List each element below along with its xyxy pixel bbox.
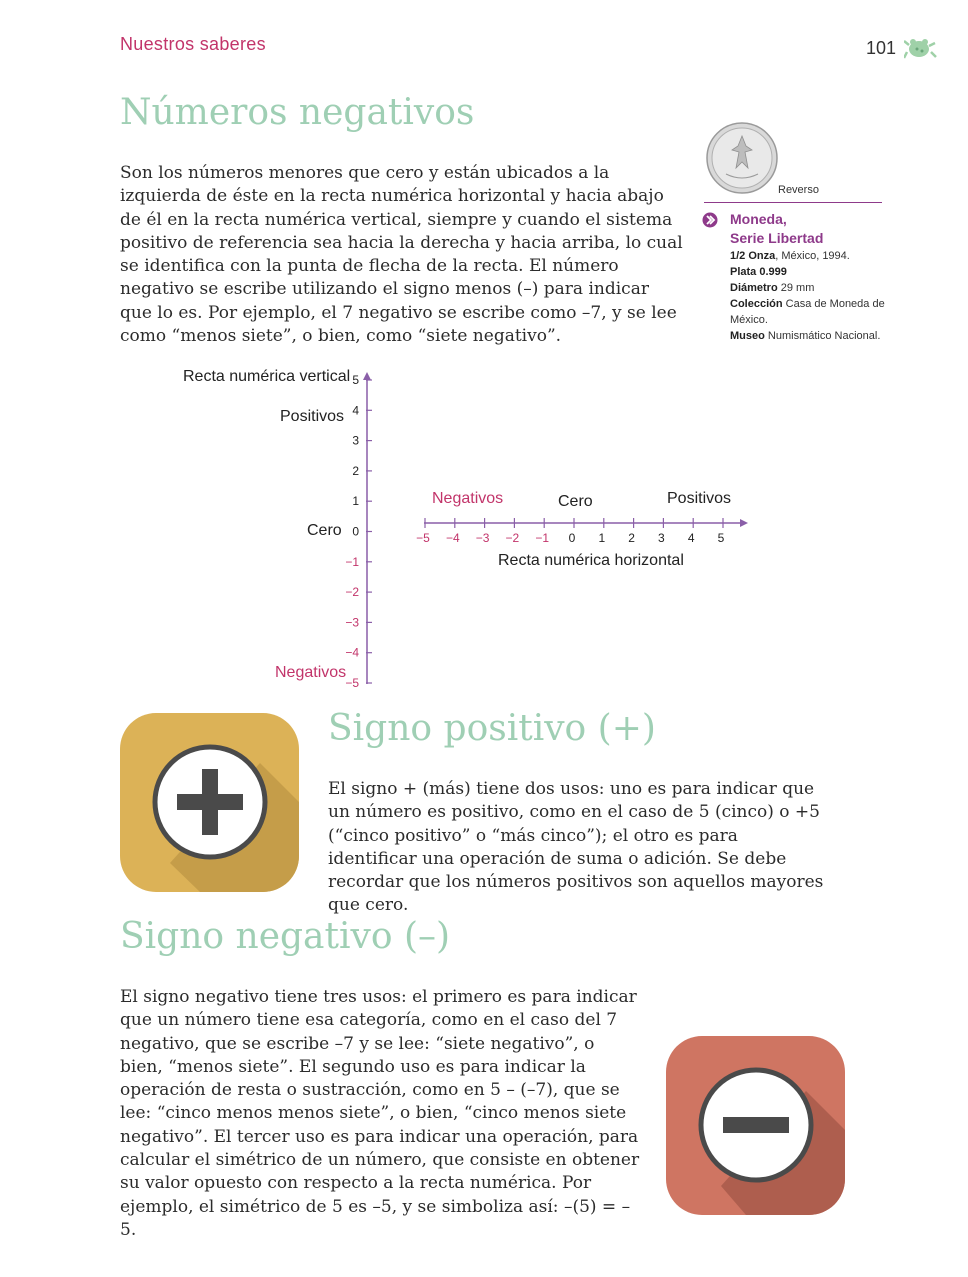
horizontal-zero-label: Cero <box>558 493 593 510</box>
horizontal-tick-label: −4 <box>445 531 460 545</box>
vertical-negative-label: Negativos <box>275 664 347 681</box>
vertical-zero-label: Cero <box>307 522 342 539</box>
section-header: Nuestros saberes <box>120 34 266 54</box>
positive-sign-title: Signo positivo (+) <box>328 708 656 749</box>
vertical-tick-label: 4 <box>352 403 359 418</box>
vertical-tick-label: −1 <box>345 554 359 569</box>
sidebar-collection: Colección Casa de Moneda de México. <box>730 298 885 326</box>
page-number: 101 <box>866 38 897 58</box>
negative-sign-paragraph: El signo negativo tiene tres usos: el primero es para indicar que un número tiene esa categoría, como en el caso del 7 negativo, que se escribe –7 y se lee: “siete negativo”, o bien, “menos siete”. El segundo uso es para indicar la operación de resta o sustracción, como en 5 – (–7), que se lee: “cinco menos menos siete”, o bien, “cinco menos siete negativo”. El tercer uso es para indicar una operación, para calcular el simétrico de un número, que consiste en obtener su valor opuesto con respecto a la recta numérica. Por ejemplo, el simétrico de 5 es –5, y se simboliza así: –(5) = –5. <box>120 987 640 1240</box>
horizontal-tick-label: 3 <box>658 531 665 545</box>
sidebar-title-line2: Serie Libertad <box>730 230 824 246</box>
horizontal-negative-label: Negativos <box>432 490 504 507</box>
vertical-tick-label: −4 <box>345 645 359 660</box>
vertical-tick-label: −3 <box>345 615 359 630</box>
vertical-positive-label: Positivos <box>280 408 345 425</box>
negative-sign-title: Signo negativo (–) <box>120 916 451 957</box>
vertical-tick-label: 1 <box>352 494 359 509</box>
sidebar-diameter: Diámetro 29 mm <box>730 282 815 294</box>
vertical-axis-arrow <box>363 372 371 380</box>
vertical-tick-label: −5 <box>345 676 359 690</box>
horizontal-axis-arrow <box>740 519 748 527</box>
plus-icon-tile <box>120 713 299 892</box>
horizontal-line-title: Recta numérica horizontal <box>498 552 684 569</box>
sidebar-metal: Plata 0.999 <box>730 266 787 278</box>
horizontal-tick-label: −5 <box>416 531 430 545</box>
sidebar-weight: 1/2 Onza, México, 1994. <box>730 250 850 262</box>
horizontal-tick-label: 4 <box>687 531 695 545</box>
horizontal-tick-label: −2 <box>505 531 520 545</box>
horizontal-tick-label: −1 <box>535 531 550 545</box>
sidebar-museum: Museo Numismático Nacional. <box>730 330 881 342</box>
horizontal-tick-label: 2 <box>628 531 635 545</box>
positive-sign-paragraph: El signo + (más) tiene dos usos: uno es para indicar que un número es positivo, como en el caso de 5 (cinco) o +5 (“cinco positivo” o “más cinco”); el otro es para identificar una operación de suma o adición. Se debe recordar que los números positivos son aquellos mayores que cero. <box>328 779 824 916</box>
page-title: Números negativos <box>120 92 475 133</box>
vertical-tick-label: 0 <box>352 524 359 539</box>
minus-icon-tile <box>666 1036 845 1215</box>
vertical-line-title: Recta numérica vertical <box>183 368 351 385</box>
vertical-tick-label: 3 <box>352 433 359 448</box>
vertical-tick-label: 5 <box>352 373 359 387</box>
horizontal-positive-label: Positivos <box>667 490 732 507</box>
vertical-tick-label: −2 <box>345 585 359 600</box>
plus-icon <box>120 713 299 892</box>
horizontal-tick-label: 0 <box>568 531 576 545</box>
coin-caption: Reverso <box>778 184 819 196</box>
vertical-tick-label: 2 <box>352 463 359 478</box>
horizontal-tick-label: −3 <box>475 531 490 545</box>
intro-paragraph: Son los números menores que cero y están ubicados a la izquierda de éste en la recta numérica horizontal y hacia abajo de él en la recta numérica vertical, siempre y cuando el sistema positivo de referencia sea hacia la derecha y hacia arriba, lo cual se identifica con la punta de flecha de la recta. El número negativo se escribe utilizando el signo menos (–) para indicar que lo es. Por ejemplo, el 7 negativo se escribe como –7, y se lee como “menos siete”, o bien, como “siete negativo”. <box>120 163 683 347</box>
minus-icon <box>666 1036 845 1215</box>
horizontal-tick-label: 1 <box>598 531 606 545</box>
horizontal-tick-label: 5 <box>717 531 725 545</box>
sidebar-title-line1: Moneda, <box>730 211 787 227</box>
